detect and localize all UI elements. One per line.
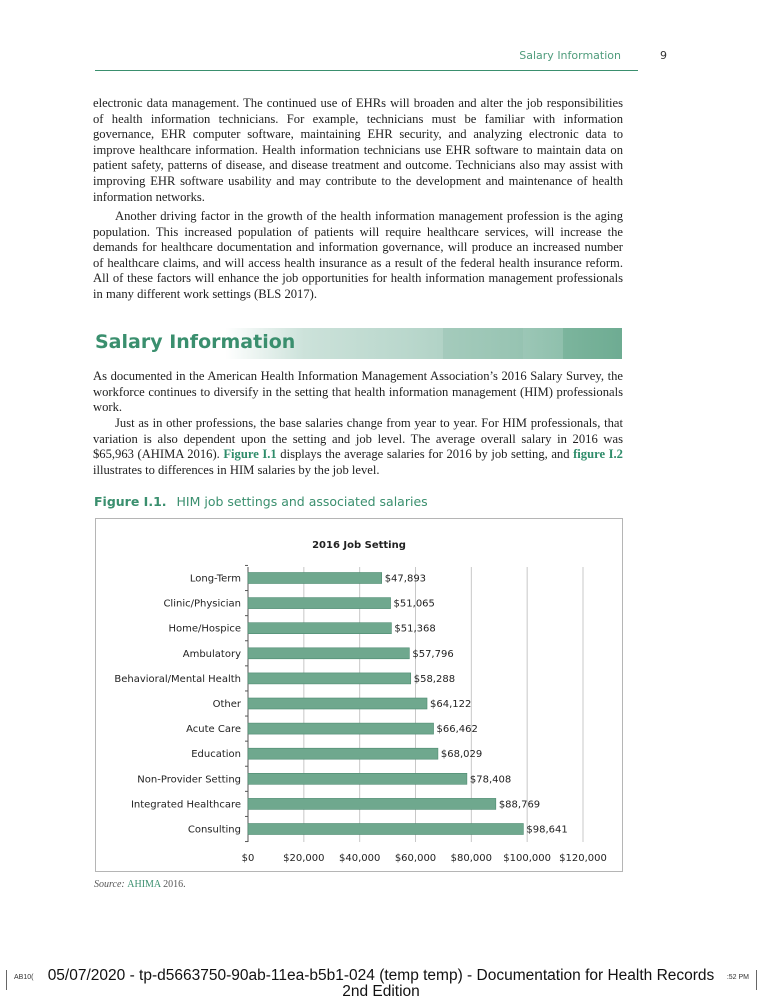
value-label: $88,769 bbox=[498, 799, 541, 811]
category-label: Non-Provider Setting bbox=[137, 774, 241, 786]
x-tick-label: $40,000 bbox=[338, 853, 381, 864]
footer-time: :52 PM bbox=[726, 974, 749, 981]
bar bbox=[248, 648, 409, 659]
value-label: $64,122 bbox=[430, 699, 472, 710]
category-label: Education bbox=[191, 749, 241, 761]
bar bbox=[248, 573, 382, 584]
category-label: Home/Hospice bbox=[168, 623, 241, 635]
paragraph-salary-survey: As documented in the American Health Information Management Association’s 2016 Salary Survey, the workforce continues to diversify in the setting that health information management (HIM) professionals work. bbox=[93, 369, 623, 415]
salary-bar-chart bbox=[96, 519, 622, 871]
print-footer bbox=[0, 966, 763, 1000]
category-label: Consulting bbox=[187, 824, 241, 836]
section-heading: Salary Information bbox=[95, 331, 296, 353]
figure-i1-link[interactable]: Figure I.1 bbox=[223, 447, 277, 462]
page-number: 9 bbox=[660, 49, 667, 62]
chart-title: 2016 Job Setting bbox=[312, 540, 406, 551]
bar bbox=[248, 773, 467, 784]
source-note: Source: AHIMA 2016. bbox=[94, 879, 186, 890]
category-label: Behavioral/Mental Health bbox=[114, 673, 241, 685]
value-label: $51,368 bbox=[394, 623, 436, 635]
paragraph-aging-population: Another driving factor in the growth of the health information management profession is the aging population. This increased population of patients will require healthcare services, will increase the demands for healthcare documentation and information governance, will produce an increased number of healthcare claims, and will access health insurance as a result of the federal health insurance reform. All of these factors will enhance the job opportunities for health information management professionals in many different work settings (BLS 2017). bbox=[93, 209, 623, 301]
bar bbox=[248, 824, 523, 835]
footer-left-code: AB10( bbox=[14, 974, 34, 981]
paragraph-ehr: electronic data management. The continued use of EHRs will broaden and alter the job responsibilities of health information technicians. For example, technicians must be familiar with information governance, EHR computer software, maintaining EHR security, and analyzing electronic data to improve healthcare information. Health information technicians use EHR software to maintain data on patient safety, patterns of disease, and disease treatment and outcome. Technicians also may assist with improving EHR software usability and may contribute to the development and maintenance of health information networks. bbox=[93, 96, 623, 204]
bar bbox=[248, 673, 411, 684]
footer-print-info: 05/07/2020 - tp-d5663750-90ab-11ea-b5b1-024 (temp temp) - Documentation for Health Records 2nd Edition bbox=[47, 967, 715, 1000]
value-label: $98,641 bbox=[526, 824, 568, 836]
category-label: Integrated Healthcare bbox=[130, 799, 241, 811]
salary-chart bbox=[95, 518, 623, 872]
value-label: $51,065 bbox=[393, 598, 435, 610]
x-tick-label: $20,000 bbox=[283, 853, 325, 864]
category-label: Clinic/Physician bbox=[163, 598, 241, 610]
category-label: Other bbox=[212, 699, 241, 710]
bar bbox=[248, 598, 391, 609]
figure-caption-text: HIM job settings and associated salaries bbox=[176, 494, 428, 509]
bar bbox=[248, 798, 496, 809]
category-label: Acute Care bbox=[186, 724, 241, 736]
category-label: Ambulatory bbox=[182, 648, 241, 660]
value-label: $66,462 bbox=[436, 724, 478, 736]
value-label: $58,288 bbox=[413, 673, 456, 685]
x-tick-label: $100,000 bbox=[503, 853, 552, 864]
x-tick-label: $60,000 bbox=[394, 853, 437, 864]
bar bbox=[248, 723, 434, 734]
bar bbox=[248, 623, 391, 634]
figure-i2-link[interactable]: figure I.2 bbox=[573, 447, 623, 462]
x-tick-label: $0 bbox=[241, 853, 255, 864]
x-tick-label: $80,000 bbox=[450, 853, 493, 864]
bar bbox=[248, 748, 438, 759]
header-rule bbox=[95, 70, 638, 71]
value-label: $68,029 bbox=[440, 749, 483, 761]
paragraph-base-salaries: Just as in other professions, the base salaries change from year to year. For HIM professionals, that variation is also dependent upon the setting and job level. The average overall salary in 2016 was $65,963 (AHIMA 2016). Figure I.1 displays the average salaries for 2016 by job setting, and figure I.2 illustrates to differences in HIM salaries by the job level. bbox=[93, 416, 623, 477]
x-tick-label: $120,000 bbox=[559, 853, 607, 864]
bar bbox=[248, 698, 427, 709]
figure-number: Figure I.1. bbox=[94, 494, 167, 509]
section-banner bbox=[93, 328, 622, 359]
figure-caption bbox=[94, 494, 428, 509]
running-head-title: Salary Information bbox=[519, 49, 621, 62]
category-label: Long-Term bbox=[189, 573, 241, 585]
value-label: $78,408 bbox=[469, 774, 512, 786]
value-label: $57,796 bbox=[412, 648, 454, 660]
value-label: $47,893 bbox=[384, 573, 427, 585]
running-head bbox=[95, 49, 667, 65]
source-link[interactable]: AHIMA bbox=[127, 879, 161, 890]
